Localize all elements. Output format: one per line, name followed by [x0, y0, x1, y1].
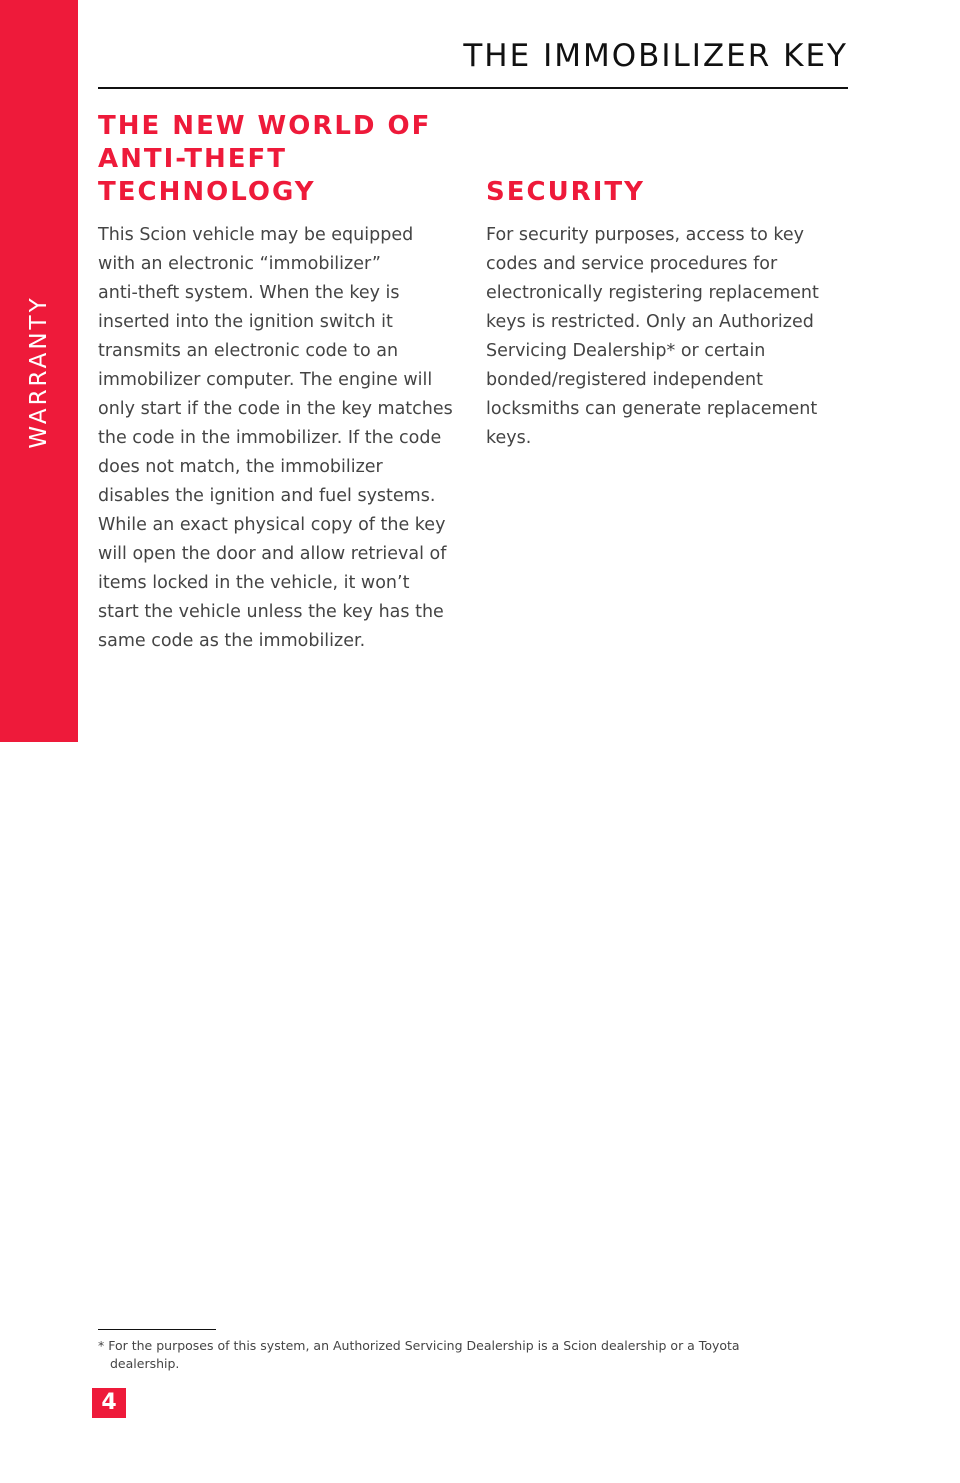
body-line: only start if the code in the key matches	[98, 399, 453, 419]
sidebar-tab	[0, 0, 78, 742]
body-line: does not match, the immobilizer	[98, 457, 383, 477]
body-line: inserted into the ignition switch it	[98, 312, 393, 332]
body-line: keys.	[486, 428, 532, 448]
left-section-body	[98, 221, 453, 656]
heading-line: ANTI-THEFT	[98, 144, 288, 174]
body-line: This Scion vehicle may be equipped	[98, 225, 414, 245]
body-line: For security purposes, access to key	[486, 225, 804, 245]
body-line: transmits an electronic code to an	[98, 341, 399, 361]
body-line: disables the ignition and fuel systems.	[98, 486, 436, 506]
left-section-heading	[98, 110, 431, 209]
body-line: items locked in the vehicle, it won’t	[98, 573, 410, 593]
heading-line: TECHNOLOGY	[98, 177, 316, 207]
security-heading	[486, 176, 645, 209]
body-line: codes and service procedures for	[486, 254, 778, 274]
page-number-badge: 4	[92, 1388, 126, 1418]
body-line: start the vehicle unless the key has the	[98, 602, 444, 622]
footnote-line: * For the purposes of this system, an Authorized Servicing Dealership is a Scion dealership or a Toyota	[98, 1338, 740, 1353]
body-line: immobilizer computer. The engine will	[98, 370, 433, 390]
heading-line: THE NEW WORLD OF	[98, 111, 432, 141]
body-line: Servicing Dealership* or certain	[486, 341, 766, 361]
footnote-divider	[98, 1329, 216, 1330]
body-line: same code as the immobilizer.	[98, 631, 366, 651]
footnote	[98, 1337, 740, 1373]
body-line: locksmiths can generate replacement	[486, 399, 818, 419]
body-line: bonded/registered independent	[486, 370, 763, 390]
sidebar-label: WARRANTY	[26, 295, 52, 449]
security-body	[486, 221, 819, 453]
body-line: keys is restricted. Only an Authorized	[486, 312, 814, 332]
body-line: with an electronic “immobilizer”	[98, 254, 381, 274]
body-line: will open the door and allow retrieval of	[98, 544, 447, 564]
title-divider	[98, 87, 848, 89]
page-title: THE IMMOBILIZER KEY	[463, 38, 848, 74]
footnote-line: dealership.	[110, 1356, 180, 1371]
heading-line: SECURITY	[486, 177, 645, 207]
body-line: the code in the immobilizer. If the code	[98, 428, 442, 448]
body-line: While an exact physical copy of the key	[98, 515, 446, 535]
body-line: electronically registering replacement	[486, 283, 819, 303]
body-line: anti-theft system. When the key is	[98, 283, 400, 303]
